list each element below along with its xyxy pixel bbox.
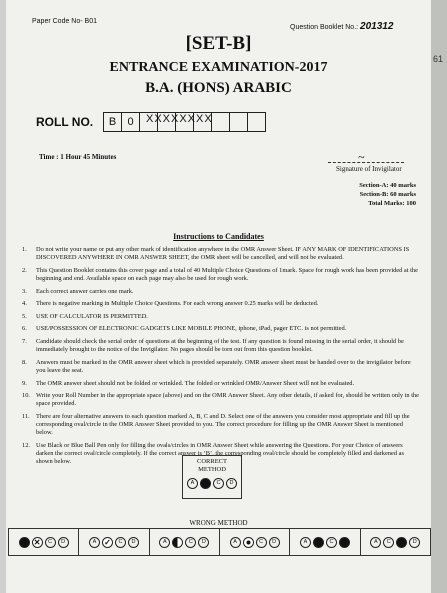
instruction-item: 2. This Question Booklet contains this cover page and a total of 40 Multiple Choice Questions of 1mark. Space for rough work has been provided at the beginning and end. Available space on each page may also be used for rough work. bbox=[22, 266, 418, 282]
time-allowed: Time : 1 Hour 45 Minutes bbox=[39, 153, 117, 161]
bubble-b-filled bbox=[200, 478, 211, 489]
instructions-title: Instructions to Candidates bbox=[173, 232, 264, 241]
roll-scribble: XXXXXXXX bbox=[146, 113, 213, 125]
instruction-item: 7. Candidate should check the serial order of questions at the beginning of the test. If any question is found missing in the serial order, it should be immediately brought to the notice of the Invigilator. No pages should be torn out from this question booklet. bbox=[22, 337, 404, 354]
bubble-filled bbox=[313, 537, 324, 548]
set-title: [SET-B] bbox=[185, 33, 252, 54]
cross-icon: ✕ bbox=[32, 537, 43, 548]
bubble-c: C bbox=[256, 537, 267, 548]
signature-scribble: ~ bbox=[358, 150, 365, 164]
wrong-example-half bbox=[150, 529, 220, 555]
wrong-example-cross bbox=[9, 529, 79, 555]
signature-line bbox=[328, 162, 404, 163]
question-booklet-page bbox=[6, 0, 431, 593]
section-a-marks: Section-A: 40 marks bbox=[359, 182, 416, 189]
bubble-c: C bbox=[45, 537, 56, 548]
bubble-filled bbox=[396, 537, 407, 548]
bubble-a: A bbox=[300, 537, 311, 548]
instruction-item: 1. Do not write your name or put any other mark of identification anywhere in the OMR Answer Sheet. IF ANY MARK OF IDENTIFICATIONS IS DISCOVERED ANYWHERE IN OMR ANSWER SHEET, the OMR sheet will be cancelled, and will not be evaluated. bbox=[22, 246, 410, 262]
wrong-example-multiple bbox=[290, 529, 360, 555]
bubble-filled bbox=[339, 537, 350, 548]
bubble-filled bbox=[19, 537, 30, 548]
bubble-d: D bbox=[198, 537, 209, 548]
instruction-item: 9. The OMR answer sheet should not be folded or wrinkled. The folded or wrinkled OMR/Answer Sheet will not be evaluated. bbox=[22, 379, 355, 387]
wrong-example-heavy bbox=[361, 529, 430, 555]
bubble-c: C bbox=[326, 537, 337, 548]
bubble-d: D bbox=[58, 537, 69, 548]
bubble-a: A bbox=[89, 537, 100, 548]
instruction-item: 5. USE OF CALCULATOR IS PERMITTED. bbox=[22, 312, 148, 320]
instruction-item: 6. USE/POSSESSION OF ELECTRONIC GADGETS LIKE MOBILE PHONE, iphone, iPad, pager ETC. is not permitted. bbox=[22, 325, 347, 333]
bubble-d: D bbox=[128, 537, 139, 548]
adjacent-page-edge bbox=[431, 0, 447, 593]
roll-label: ROLL NO. bbox=[36, 115, 94, 129]
bubble-a: A bbox=[159, 537, 170, 548]
roll-box[interactable]: B bbox=[104, 113, 122, 131]
correct-method-box bbox=[182, 455, 242, 499]
booklet-number: 201312 bbox=[360, 21, 394, 32]
bubble-c: C bbox=[115, 537, 126, 548]
signature-label: Signature of Invigilator bbox=[336, 165, 402, 173]
booklet-label: Question Booklet No.: 201312 bbox=[290, 21, 394, 32]
bubble-c: C bbox=[383, 537, 394, 548]
instruction-item: 10. Write your Roll Number in the appropriate space (above) and on the OMR Answer Sheet. Any other details, if asked for, should be written only in the space provided. bbox=[22, 392, 420, 408]
bubble-d: D bbox=[226, 478, 237, 489]
bubble-d: D bbox=[269, 537, 280, 548]
wrong-method-box bbox=[8, 528, 431, 556]
bubble-a: A bbox=[187, 478, 198, 489]
paper-code: Paper Code No- B01 bbox=[32, 18, 97, 25]
correct-method-label: CORRECT METHOD bbox=[197, 458, 227, 473]
correct-method-bubbles bbox=[183, 478, 241, 489]
total-marks: Total Marks: 100 bbox=[368, 200, 416, 207]
instruction-item: 12. Use Black or Blue Ball Pen only for filling the ovals/circles in OMR Answer Sheet while answering the Questions. For your Choice of answers darken the correct oval/circle completely. If the correct answer is ‘B’, the corresponding oval/circle should be completely filled and darkened as shown below. bbox=[22, 441, 404, 466]
bubble-c: C bbox=[213, 478, 224, 489]
bubble-d: D bbox=[409, 537, 420, 548]
roll-box[interactable]: 0 bbox=[122, 113, 140, 131]
instruction-item: 4. There is negative marking in Multiple Choice Questions. For each wrong answer 0.25 marks will be deducted. bbox=[22, 300, 319, 308]
marks-block bbox=[336, 181, 416, 208]
instruction-item: 8. Answers must be marked in the OMR answer sheet which is provided separately. OMR answer sheet must be handed over to the invigilator before you leave the seat. bbox=[22, 358, 411, 374]
instruction-item: 11. There are four alternative answers to each question marked A, B, C and D. Select one of the answers you consider most appropriate and fill up the corresponding oval/circle in the OMR Answer Sheet provided to you. The correct procedure for filling up the OMR Answer Sheet is mentioned below. bbox=[22, 412, 410, 437]
edge-text: 61 bbox=[433, 54, 444, 64]
instruction-item: 3. Each correct answer carries one mark. bbox=[22, 287, 134, 295]
wrong-example-tick bbox=[79, 529, 149, 555]
wrong-example-dot bbox=[220, 529, 290, 555]
roll-box[interactable] bbox=[212, 113, 230, 131]
bubble-c: C bbox=[185, 537, 196, 548]
exam-title: ENTRANCE EXAMINATION-2017 bbox=[109, 60, 328, 75]
instructions-list bbox=[22, 246, 420, 471]
roll-box[interactable] bbox=[230, 113, 248, 131]
section-b-marks: Section-B: 60 marks bbox=[359, 191, 416, 198]
bubble-a: A bbox=[230, 537, 241, 548]
tick-icon: ✓ bbox=[102, 537, 113, 548]
bubble-a: A bbox=[370, 537, 381, 548]
bubble-half-filled bbox=[172, 537, 183, 548]
course-title: B.A. (HONS) ARABIC bbox=[145, 80, 292, 96]
bubble-dot bbox=[243, 537, 254, 548]
wrong-method-label: WRONG METHOD bbox=[189, 519, 248, 527]
roll-box[interactable] bbox=[248, 113, 265, 131]
